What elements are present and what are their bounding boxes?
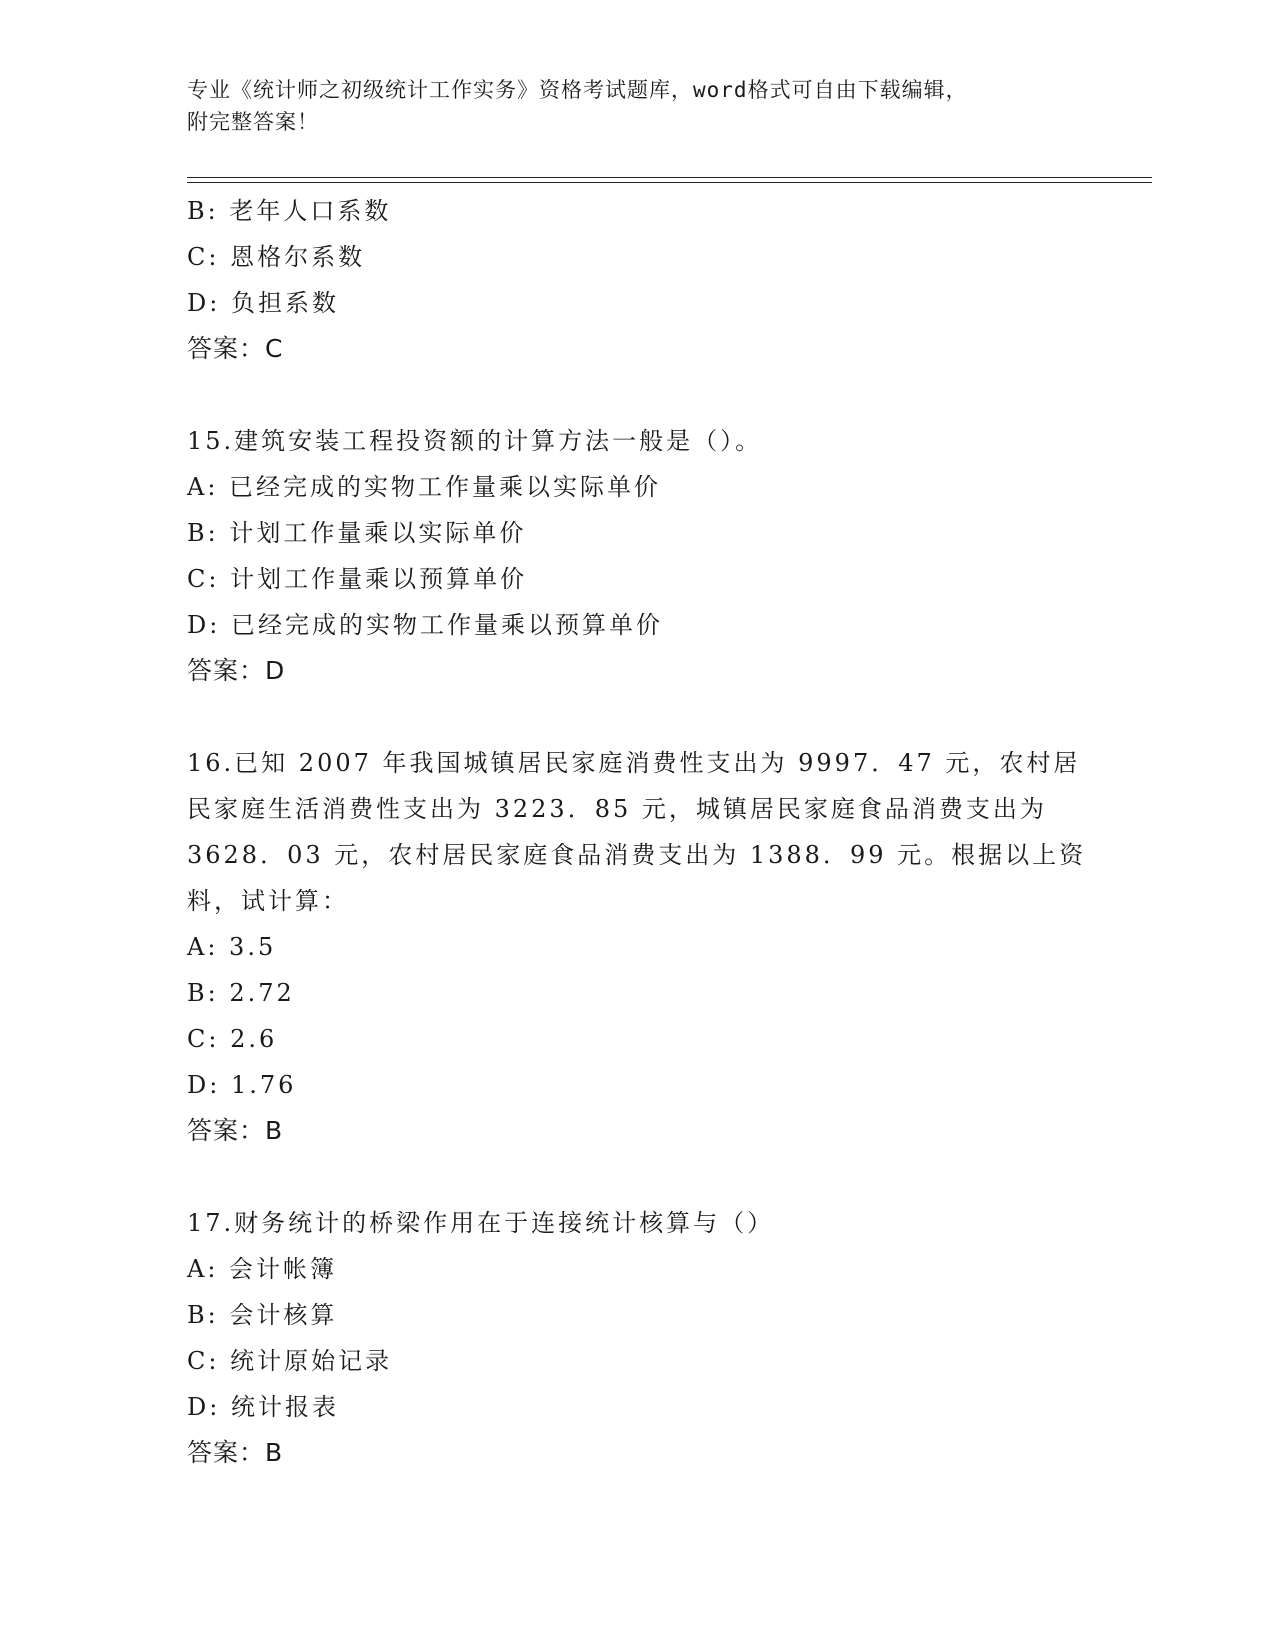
question-16 [187, 740, 1087, 1154]
document-header [187, 74, 1087, 138]
question-17 [187, 1200, 1087, 1476]
option-c: C: 计划工作量乘以预算单价 [187, 565, 528, 593]
option-d: D: 已经完成的实物工作量乘以预算单价 [187, 611, 663, 639]
option-d: D: 1.76 [187, 1071, 297, 1099]
option-c: C: 恩格尔系数 [187, 243, 366, 271]
answer: 答案：D [187, 656, 286, 685]
question-content [187, 188, 1087, 1476]
question-14-continued [187, 188, 1087, 372]
question-15 [187, 418, 1087, 694]
option-b: B: 老年人口系数 [187, 197, 392, 225]
option-d: D: 负担系数 [187, 289, 339, 317]
answer: 答案：B [187, 1438, 284, 1467]
option-d: D: 统计报表 [187, 1393, 339, 1421]
header-line-2: 附完整答案！ [187, 110, 319, 134]
option-b: B: 会计核算 [187, 1301, 338, 1329]
option-a: A: 3.5 [187, 933, 277, 961]
option-c: C: 统计原始记录 [187, 1347, 393, 1375]
question-stem: 15.建筑安装工程投资额的计算方法一般是（）。 [187, 427, 763, 455]
answer: 答案：C [187, 334, 284, 363]
option-b: B: 计划工作量乘以实际单价 [187, 519, 527, 547]
question-stem-line-4: 料，试计算： [187, 887, 349, 915]
question-stem: 17.财务统计的桥梁作用在于连接统计核算与（） [187, 1209, 775, 1237]
header-rule-top [187, 177, 1152, 178]
header-rule-bottom [187, 182, 1152, 183]
question-stem-line-1: 16.已知 2007 年我国城镇居民家庭消费性支出为 9997．47 元，农村居 [187, 749, 1081, 777]
option-b: B: 2.72 [187, 979, 295, 1007]
question-stem-line-2: 民家庭生活消费性支出为 3223．85 元，城镇居民家庭食品消费支出为 [187, 795, 1047, 823]
option-c: C: 2.6 [187, 1025, 278, 1053]
question-stem-line-3: 3628．03 元，农村居民家庭食品消费支出为 1388．99 元。根据以上资 [187, 841, 1087, 869]
option-a: A: 会计帐簿 [187, 1255, 338, 1283]
header-line-1: 专业《统计师之初级统计工作实务》资格考试题库，word格式可自由下载编辑， [187, 78, 968, 102]
answer: 答案：B [187, 1116, 284, 1145]
option-a: A: 已经完成的实物工作量乘以实际单价 [187, 473, 662, 501]
